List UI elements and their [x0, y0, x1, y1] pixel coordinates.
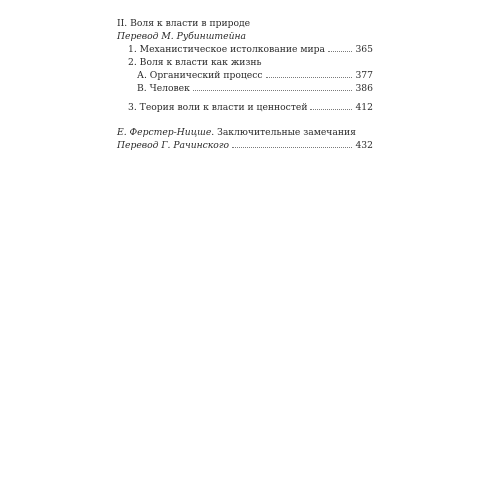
dot-leader — [193, 90, 353, 91]
section-translator-text: Перевод М. Рубинштейна — [117, 31, 247, 42]
afterword-title-text: . Заключительные замечания — [211, 127, 356, 138]
toc-entry-afterword[interactable] — [117, 139, 373, 152]
toc-entry-label: А. Органический процесс — [137, 70, 263, 81]
toc-entry-page: 365 — [355, 44, 373, 55]
toc-entry-organic-process[interactable] — [117, 69, 373, 82]
dot-leader — [232, 147, 352, 148]
dot-leader — [266, 77, 353, 78]
toc-entry-label: 3. Теория воли к власти и ценностей — [128, 102, 308, 113]
toc-entry-label: В. Человек — [137, 83, 190, 94]
toc-entry-theory[interactable] — [117, 101, 373, 114]
afterword-author: Е. Ферстер-Ницше — [117, 127, 212, 138]
toc-entry-human[interactable] — [117, 82, 373, 95]
spacer — [117, 114, 373, 126]
toc-entry-page: 432 — [355, 140, 373, 151]
table-of-contents — [117, 17, 373, 152]
afterword-translator: Перевод Г. Рачинского — [117, 140, 229, 151]
toc-entry-page: 386 — [355, 83, 373, 94]
toc-entry-will-as-life — [117, 56, 373, 69]
section-translator — [117, 30, 373, 43]
toc-entry-page: 412 — [355, 102, 373, 113]
toc-entry-label: 1. Механистическое истолкование мира — [128, 44, 325, 55]
toc-entry-mechanistic[interactable] — [117, 43, 373, 56]
toc-entry-label: 2. Воля к власти как жизнь — [128, 57, 262, 68]
toc-entry-page: 377 — [355, 70, 373, 81]
dot-leader — [310, 109, 352, 110]
dot-leader — [328, 51, 353, 52]
section-title-text: II. Воля к власти в природе — [117, 18, 251, 29]
section-title — [117, 17, 373, 30]
afterword-title — [117, 126, 373, 139]
